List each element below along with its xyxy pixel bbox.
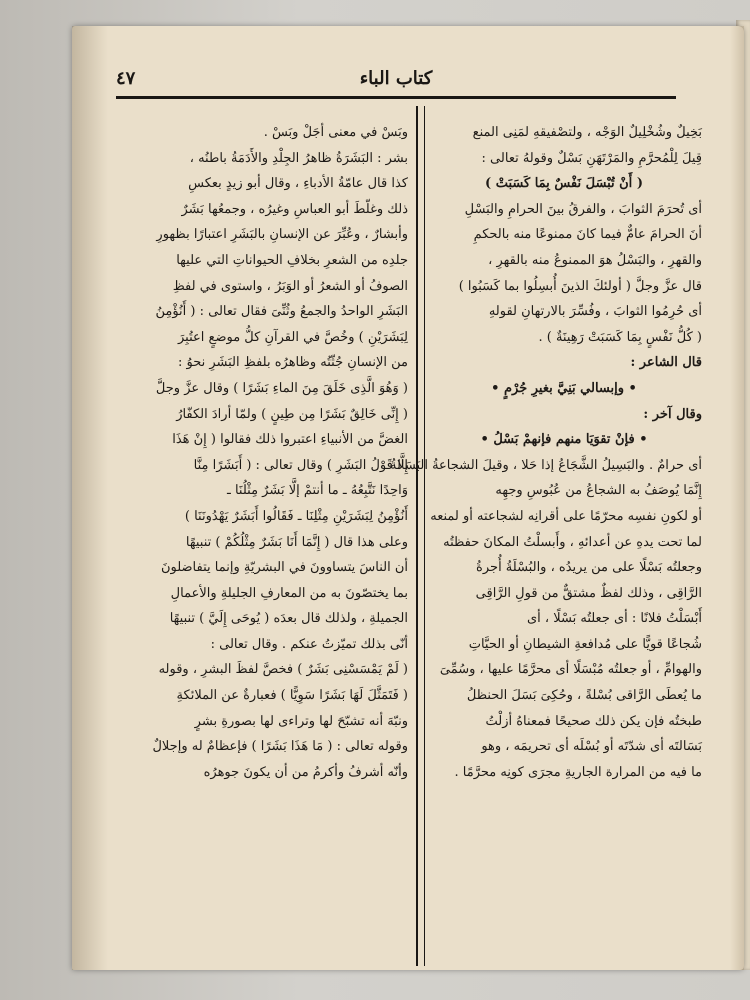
- text-line: شُجاعًا قويًّا على مُدافعةِ الشيطانِ أو الحيَّاتِ: [468, 636, 702, 652]
- text-line: ذلك وغلّطَ أبو العباسِ وغيرُه ، وجمعُها بَشَرٌ: [181, 201, 408, 217]
- text-line: بَخِيلٌ وشُخْلِيلٌ الوَجْه ، ولتصْفيقهِ لمَنِى المنع: [472, 125, 702, 140]
- text-line: لما تحت يدهِ عن أعدائهِ ، وأَبسلْتُ المكانَ حفظتُه: [443, 534, 702, 550]
- text-line: لِبَشَرَيْنِ ) وخُصَّ في القرآنِ كلُّ موضعٍ اعتُبِرَ: [178, 329, 408, 345]
- text-line: كذا قال عامّةُ الأدباءِ ، وقال أبو زيدٍ بعكسِ: [188, 176, 408, 192]
- text-line: البَشَرِ الواحدُ والجمعُ وثُنِّىَ فقال تعالى : ( أَنُؤْمِنُ: [155, 304, 408, 320]
- poetry-line: • وإبسالي بَنِيَّ بغيرِ جُرْمٍ •: [491, 380, 637, 396]
- text-line: الغضَّ من الأنبياءِ اعتبروا ذلك فقالوا ( إِنْ هَذَا: [172, 432, 408, 448]
- text-line: ما يُعطَى الرَّاقى بُسْلةً ، وحُكِىَ بَسَلَ الحنظلُ: [466, 688, 702, 704]
- text-line: من الإنسانِ جُثّتُه وظاهرُه بلفظِ البَشَرِ نحوُ :: [177, 355, 408, 371]
- text-line: طبختُه فإن يكن ذلك صحيحًا فمعناهُ أزلْتُ: [485, 713, 702, 729]
- header-title: كتاب الباء: [359, 68, 433, 89]
- left-text-column: [124, 120, 408, 950]
- text-line: وأنّه أشرفُ وأكرمُ من أن يكونَ جوهرُه: [203, 764, 408, 780]
- text-line: أَنُؤْمِنُ لِبَشَرَيْنِ مِثْلِنَا ـ فَقَالُوا أَبَشَرٌ يَهْدُونَنَا ): [184, 508, 408, 524]
- quran-verse-line: ( أَنْ تُبْسَلَ نَفْسٌ بِمَا كَسَبَتْ ): [485, 176, 643, 192]
- text-line: والهوامِّ ، أو جعلتُه مُبْسَلًا أى محرَّمًا عليها ، وسُمِّىَ: [439, 662, 702, 678]
- text-line: إِلَّا قَوْلُ البَشَرِ ) وقال تعالى : ( أَبَشَرًا مِنَّا: [193, 457, 408, 473]
- text-line: أنَ الحرامَ عامٌّ فيما كانَ ممنوعًا منه بالحكمِ: [473, 227, 702, 243]
- text-line: ( وَهُوَ الَّذِى خَلَقَ مِنَ الماءِ بَشَرًا ) وقال عزَّ وجلَّ: [155, 380, 408, 396]
- text-line: وعلى هذا قال ( إِنَّمَا أَنَا بَشَرٌ مِثْلُكُمْ ) تنبيهًا: [185, 534, 408, 550]
- text-line: والقهرِ ، والبَسْلُ هوَ الممنوعُ منه بالقهرِ ،: [488, 252, 702, 268]
- text-line: ونبّهَ أنه تشبّحَ لها وتراءى لها بصورةِ بشرٍ: [194, 713, 408, 729]
- text-line: الجميلةِ ، ولذلك قال بعدَه ( يُوحَى إِلَيَّ ) تنبيهًا: [169, 611, 408, 627]
- text-line: أى حُرِمُوا الثوابَ ، وفُسِّرَ بالارتهانِ لقولهِ: [488, 304, 702, 320]
- text-line: جلدِه من الشعرِ بخلافِ الحيواناتِ التي عليها: [176, 252, 408, 268]
- text-line: وقوله تعالى : ( مَا هَذَا بَشَرًا ) فإعظامٌ له وإجلالٌ: [152, 739, 408, 755]
- poet-label: قال الشاعر :: [630, 355, 702, 371]
- text-line: الرَّاقِى ، وذلك لفظٌ مشتقٌّ من قولِ الرَّاقِى: [475, 585, 702, 601]
- text-line: بشر : البَشَرَةُ ظاهرُ الجِلْدِ والأَدَمَةُ باطنُه ،: [189, 150, 408, 166]
- right-text-column: [389, 120, 702, 950]
- text-line: أى حرامٌ . والبَسِيلُ الشَّجَاعُ إذا حَلا ، وقيلَ الشجاعةُ البَسَالةُ: [389, 457, 702, 473]
- text-line: أَبْسَلْتُ فلانًا : أى جعلتُه بَسْلًا ، أى: [527, 611, 702, 627]
- poet-label: وقال آخر :: [643, 406, 702, 422]
- text-line: ( لَمْ يَمْسَسْنِى بَشَرٌ ) فخصَّ لفظَ البشرِ ، وقوله: [158, 662, 408, 678]
- poetry-line: • فإنْ تقوَيَا منهم فإنهمْ بَسْلُ •: [480, 432, 648, 448]
- gutter-shadow: [72, 26, 108, 970]
- text-line: ( كُلُّ نَفْسٍ بِمَا كَسَبَتْ رَهِينَةٌ ) .: [538, 329, 702, 345]
- text-line: وأبشارٌ ، وعُبِّرَ عن الإنسانِ بالبَشَرِ اعتبارًا بظهورِ: [156, 227, 408, 243]
- text-line: الصوفُ أو الشعرُ أو الوَبَرُ ، واستوى في لفظِ: [172, 278, 408, 294]
- text-line: أن الناسَ يتساوونَ في البشريّةِ وإنما يتفاضلونَ: [160, 560, 408, 576]
- column-divider: [416, 106, 425, 966]
- text-line: بما يختصّونَ به من المعارفِ الجليلةِ والأعمالِ: [170, 585, 408, 601]
- text-line: أنّى بذلك تميّزتُ عنكم . وقال تعالى :: [210, 636, 408, 652]
- text-line: وبَسْ في معنى أجَلْ وبَسْ .: [263, 125, 408, 140]
- text-line: قِيلَ لِلْمُحرَّمِ والمَرْتَهَنِ بَسْلٌ وقولهُ تعالى :: [481, 150, 702, 166]
- text-line: أو لكونِ نفسِه محرّمًا على أقرانِه لشجاعته أو لمنعه: [430, 508, 702, 524]
- page-number: ٤٧: [116, 68, 136, 89]
- running-header: [116, 68, 676, 102]
- text-line: ( إِنِّى خَالِقٌ بَشَرًا مِن طِينٍ ) ولمّا أرادَ الكفّارُ: [176, 406, 408, 422]
- text-line: قال عزَّ وجلَّ ( أولئكَ الذينَ أُبسِلُوا بما كَسَبُوا ): [458, 278, 702, 294]
- text-line: وجعلتُه بَسْلًا على من يريدُه ، والبُسْلَةُ أُجرةُ: [476, 560, 702, 576]
- header-rule: [116, 96, 676, 99]
- text-line: إِنَّمَا يُوصَفُ به الشجاعُ من عُبُوسِ وجهِه: [495, 483, 702, 499]
- text-line: أى تُحرَمَ الثوابَ ، والفرقُ بينَ الحرامِ والبَسْلِ: [464, 201, 702, 217]
- text-line: ما فيه من المرارة الجاريةِ مجرَى كونِه محرَّمًا .: [454, 764, 702, 780]
- text-line: بَسَالتَه أى شدّتَه أو بُسْلَه أى تحريمَه ، وهو: [481, 739, 702, 755]
- page-edge-shadow: [730, 26, 744, 970]
- text-line: ( فَتَمَثَّلَ لَهَا بَشَرًا سَوِيًّا ) فعبارةٌ عن الملائكةِ: [176, 688, 408, 704]
- text-line: وَاحِدًا نَتَّبِعُهُ ـ ما أنتمْ إلَّا بَشَرٌ مِثْلُنَا ـ: [227, 483, 408, 499]
